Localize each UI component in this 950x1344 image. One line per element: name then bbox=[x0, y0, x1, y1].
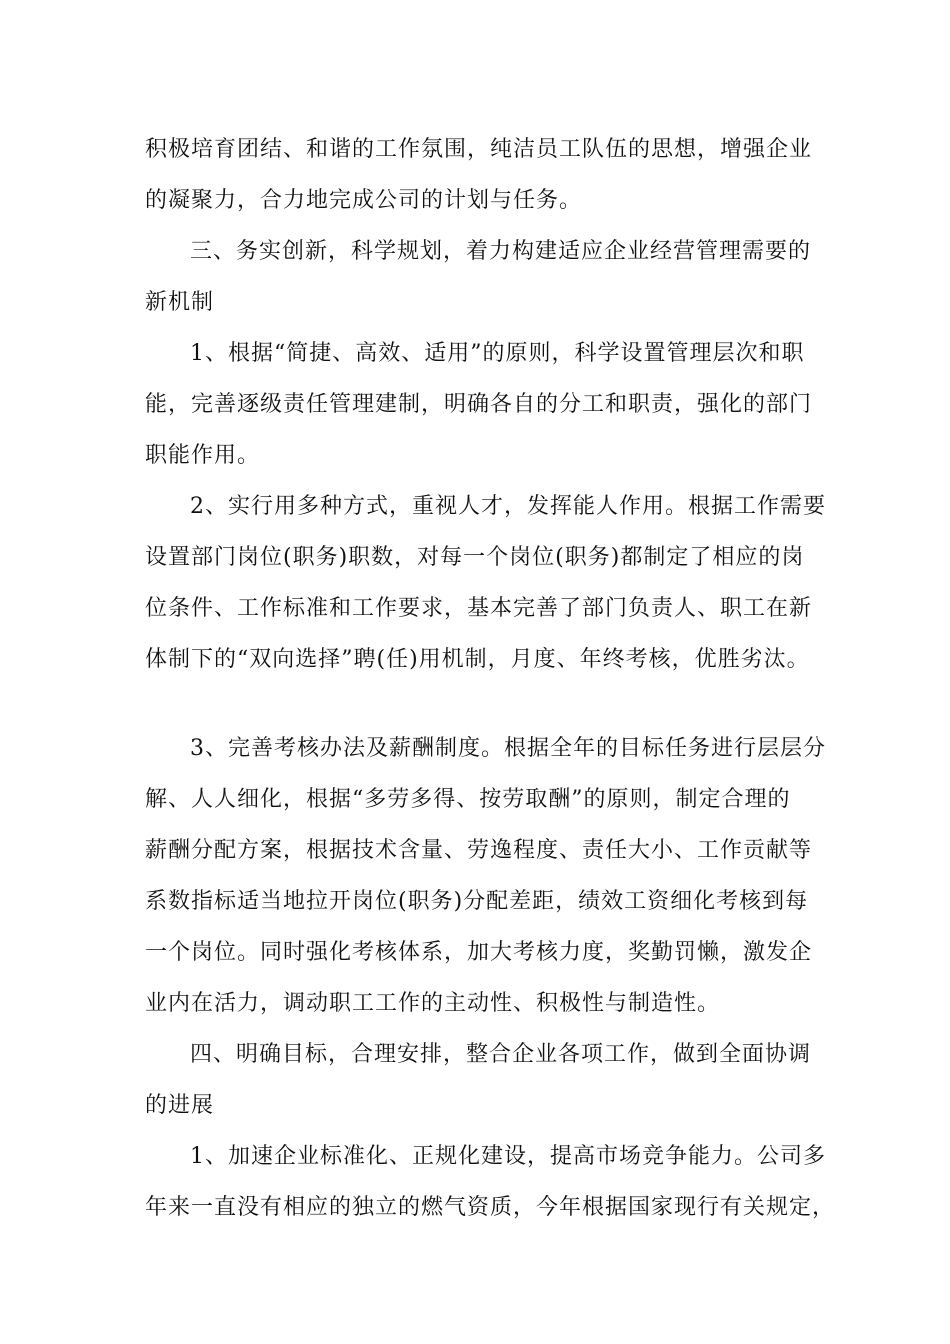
paragraph-line: 的凝聚力，合力地完成公司的计划与任务。 bbox=[145, 188, 583, 213]
section-heading-line: 新机制 bbox=[145, 290, 215, 315]
paragraph-line: 能，完善逐级责任管理建制，明确各自的分工和职责，强化的部门 bbox=[145, 392, 813, 417]
section-heading-line: 四、明确目标，合理安排，整合企业各项工作，做到全面协调 bbox=[190, 1042, 812, 1067]
section-heading-line: 的进展 bbox=[145, 1093, 215, 1118]
paragraph-line: 1、加速企业标准化、正规化建设，提高市场竞争能力。公司多 bbox=[190, 1144, 826, 1169]
paragraph-line: 位条件、工作标准和工作要求，基本完善了部门负责人、职工在新 bbox=[145, 596, 813, 621]
paragraph-line: 职能作用。 bbox=[145, 443, 261, 468]
paragraph-line: 体制下的“双向选择”聘(任)用机制，月度、年终考核，优胜劣汰。 bbox=[145, 647, 810, 672]
section-heading-line: 三、务实创新，科学规划，着力构建适应企业经营管理需要的 bbox=[190, 239, 812, 264]
paragraph-line: 2、实行用多种方式，重视人才，发挥能人作用。根据工作需要 bbox=[190, 494, 826, 519]
paragraph-line: 积极培育团结、和谐的工作氛围，纯洁员工队伍的思想，增强企业 bbox=[145, 137, 813, 162]
paragraph-line: 一个岗位。同时强化考核体系，加大考核力度，奖勤罚懒，激发企 bbox=[145, 940, 813, 965]
paragraph-line: 解、人人细化，根据“多劳多得、按劳取酬”的原则，制定合理的 bbox=[145, 787, 791, 812]
paragraph-line: 3、完善考核办法及薪酬制度。根据全年的目标任务进行层层分 bbox=[190, 736, 826, 761]
paragraph-line: 年来一直没有相应的独立的燃气资质，今年根据国家现行有关规定， bbox=[145, 1195, 836, 1220]
paragraph-line: 设置部门岗位(职务)职数，对每一个岗位(职务)都制定了相应的岗 bbox=[145, 545, 805, 570]
paragraph-line: 1、根据“简捷、高效、适用”的原则，科学设置管理层次和职 bbox=[190, 341, 805, 366]
paragraph-line: 系数指标适当地拉开岗位(职务)分配差距，绩效工资细化考核到每 bbox=[145, 889, 809, 914]
paragraph-line: 业内在活力，调动职工工作的主动性、积极性与制造性。 bbox=[145, 991, 721, 1016]
paragraph-line: 薪酬分配方案，根据技术含量、劳逸程度、责任大小、工作贡献等 bbox=[145, 838, 813, 863]
